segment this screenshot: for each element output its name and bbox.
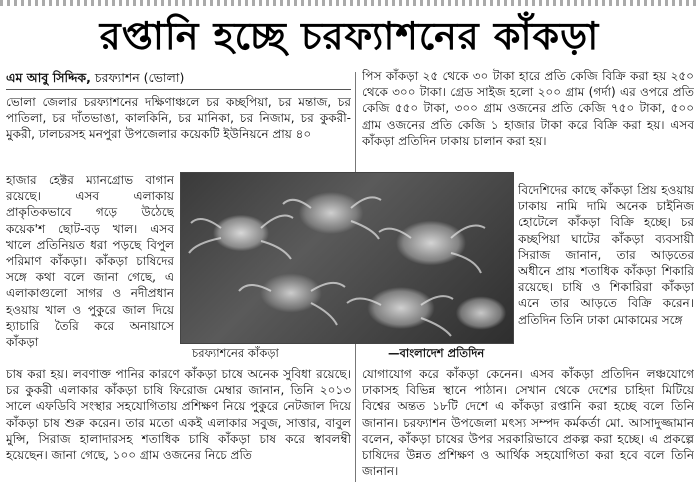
left-paragraph-1: ভোলা জেলার চরফ্যাশনের দক্ষিণাঞ্চলে চর কচ্ছপিয়া, চর মন্তাজ, চর পাতিলা, চর দাঁতভাঙা, কালকিনি, চর মানিকা, চর নিজাম, চর কুকরী-মুকরী, ঢালচরসহ মনপুরা উপজেলার কয়েকটি ইউনিয়নে প্রায় ৪০ [6, 95, 351, 142]
left-column-wrap [6, 172, 174, 366]
left-column-intro [6, 94, 351, 170]
left-paragraph-2: হাজার হেক্টর ম্যানগ্রোভ বাগান রয়েছে। এসব এলাকায় প্রাকৃতিকভাবে গড়ে উঠেছে কয়েক'শ ছোট-বড় খাল। এসব খালে প্রতিনিয়ত ধরা পড়ছে বিপুল পরিমাণ কাঁকড়া। কাঁকড়া চাষিদের সঙ্গে কথা বলে জানা গেছে, এ এলাকাগুলো সাগর ও নদীপ্রধান হওয়ায় খাল ও পুকুরে জাল দিয়ে হ্যাচারি তৈরি করে অনায়াসে কাঁকড়া [6, 173, 174, 350]
headline: রপ্তানি হচ্ছে চরফ্যাশনের কাঁকড়া [99, 14, 600, 58]
right-paragraph-3: যোগাযোগ করে কাঁকড়া কেনেন। এসব কাঁকড়া প্রতিদিন লঞ্চযোগে ঢাকাসহ বিভিন্ন স্থানে পাঠান। সেখান থেকে দেশের চাহিদা মিটিয়ে বিশ্বের অন্তত ১৮টি দেশে এ কাঁকড়া রপ্তানি করা হচ্ছে বলে তিনি জানান। চরফ্যাশন উপজেলা মৎস্য সম্পদ কর্মকর্তা মো. আসাদুজ্জামান বলেন, কাঁকড়া চাষের উপর সরকারিভাবে প্রকল্প করা হচ্ছে। এ প্রকল্পে চাষিদের উন্নত প্রশিক্ষণ ও আর্থিক সহযোগিতা করা হবে বলে তিনি জানান। [362, 367, 694, 479]
crab-photo [180, 172, 514, 344]
right-paragraph-1: পিস কাঁকড়া ২৫ থেকে ৩০ টাকা হারে প্রতি কেজি বিক্রি করা হয় ২৫০ থেকে ৩০০ টাকা। গ্রেড সাইজ হলো ২০০ গ্রাম (গর্দা) এর ওপরে প্রতি কেজি ৫৫০ টাকা, ৩০০ গ্রাম ওজনের প্রতি কেজি ৭৫০ টাকা, ৫০০ গ্রাম ওজনের প্রতি কেজি ১ হাজার টাকা করে বিক্রি করা হয়। এসব কাঁকড়া প্রতিদিন ঢাকায় চালান করা হয়। [362, 69, 694, 148]
left-paragraph-3: চাষ করা হয়। লবণাক্ত পানির কারণে কাঁকড়া চাষে অনেক সুবিধা রয়েছে। চর কুকরী এলাকার কাঁকড়া চাষি ফিরোজ মেম্বার জানান, তিনি ২০১৩ সালে এফডিবি সংস্থার সহযোগিতায় প্রশিক্ষণ নিয়ে পুকুরে নেটজাল দিয়ে কাঁকড়া চাষ শুরু করেন। তার মতো একই এলাকার সবুজ, সাত্তার, বাবুল মুন্সি, সিরাজ হালাদারসহ শতাধিক চাষি কাঁকড়া চাষ করে স্বাবলম্বী হয়েছেন। জানা গেছে, ১০০ গ্রাম ওজনের নিচে প্রতি [6, 367, 351, 463]
left-column-bottom [6, 366, 351, 496]
byline-author: এম আবু সিদ্দিক, [6, 70, 91, 85]
crab-illustration [181, 173, 513, 343]
right-paragraph-2: বিদেশিদের কাছে কাঁকড়া প্রিয় হওয়ায় ঢাকায় নামি দামি অনেক চাইনিজ হোটেলে কাঁকড়া বিক্রি হচ্ছে। চর কচ্ছপিয়া ঘাটের কাঁকড়া ব্যবসায়ী সিরাজ জানান, তার আড়তের অধীনে প্রায় শতাধিক কাঁকড়া শিকারি রয়েছে। চাষি ও শিকারিরা কাঁকড়া এনে তার আড়তে বিক্রি করেন। প্রতিদিন তিনি ঢাকা মোকামের সঙ্গে [518, 183, 694, 327]
photo-credit: —বাংলাদেশ প্রতিদিন [388, 346, 485, 360]
photo-caption: চরফ্যাশনের কাঁকড়া [192, 346, 279, 360]
right-column-wrap [518, 182, 694, 344]
byline-rule [6, 89, 351, 90]
byline-location: চরফ্যাশন (ভোলা) [94, 70, 185, 85]
top-border [0, 0, 699, 6]
byline [6, 70, 351, 86]
right-column-top [362, 68, 694, 180]
right-column-bottom [362, 366, 694, 496]
